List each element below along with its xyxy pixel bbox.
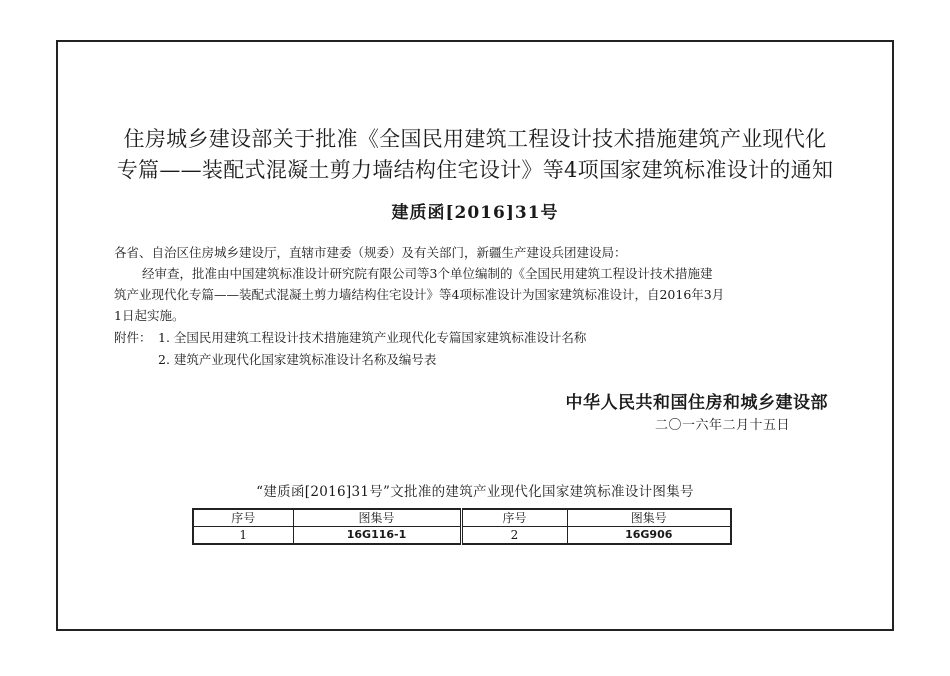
document-number: 建质函[2016]31号 <box>391 203 559 223</box>
paragraph-line-2: 筑产业现代化专篇——装配式混凝土剪力墙结构住宅设计》等4项标准设计为国家建筑标准设计，自2016年3月 <box>114 287 725 302</box>
cell-serial: 2 <box>461 527 567 545</box>
table-caption: “建质函[2016]31号”文批准的建筑产业现代化国家建筑标准设计图集号 <box>256 484 694 500</box>
attachment-item-2: 2. 建筑产业现代化国家建筑标准设计名称及编号表 <box>158 352 437 367</box>
table-header-row <box>193 509 731 527</box>
paragraph-line-3: 1日起实施。 <box>114 308 185 323</box>
header-atlas-no-1: 图集号 <box>293 509 461 527</box>
paragraph-line-1: 经审查，批准由中国建筑标准设计研究院有限公司等3个单位编制的《全国民用建筑工程设计技术措施建 <box>142 266 713 281</box>
header-serial-2: 序号 <box>461 509 567 527</box>
issuing-authority: 中华人民共和国住房和城乡建设部 <box>565 393 828 413</box>
table-row <box>193 527 731 545</box>
notice-title-line-2: 专篇——装配式混凝土剪力墙结构住宅设计》等4项国家建筑标准设计的通知 <box>116 158 834 182</box>
cell-atlas-no: 16G906 <box>567 527 731 545</box>
header-serial-1: 序号 <box>193 509 293 527</box>
issue-date: 二〇一六年二月十五日 <box>654 418 790 433</box>
attachments-label: 附件： <box>114 330 152 345</box>
addressee: 各省、自治区住房城乡建设厅，直辖市建委（规委）及有关部门，新疆生产建设兵团建设局： <box>114 245 627 260</box>
atlas-number-table <box>192 508 732 545</box>
cell-atlas-no: 16G116-1 <box>293 527 461 545</box>
header-atlas-no-2: 图集号 <box>567 509 731 527</box>
notice-title-line-1: 住房城乡建设部关于批准《全国民用建筑工程设计技术措施建筑产业现代化 <box>123 127 827 151</box>
cell-serial: 1 <box>193 527 293 545</box>
attachment-item-1: 1. 全国民用建筑工程设计技术措施建筑产业现代化专篇国家建筑标准设计名称 <box>158 330 587 345</box>
